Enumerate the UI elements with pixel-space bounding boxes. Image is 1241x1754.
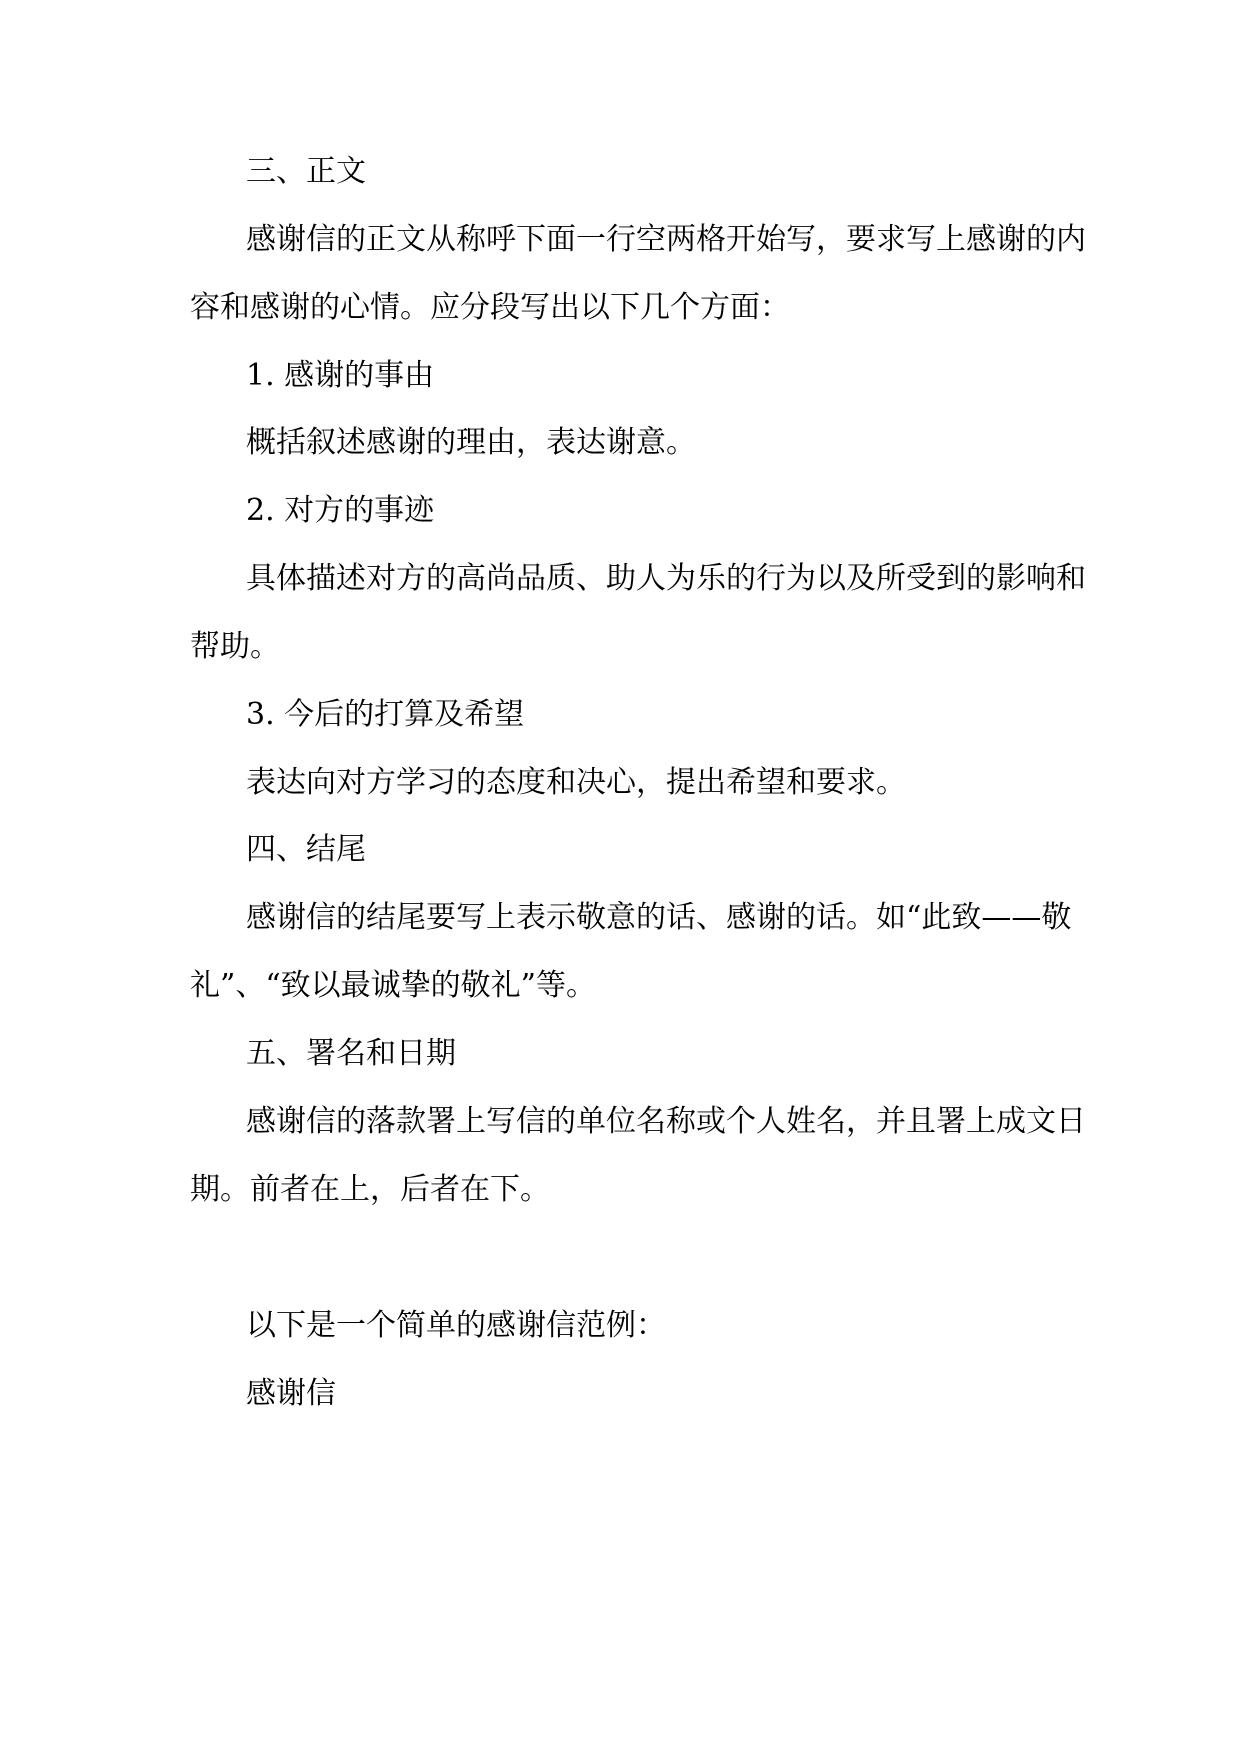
paragraph-closing-line-1: 感谢信的结尾要写上表示敬意的话、感谢的话。如“此致——敬 bbox=[246, 900, 1072, 935]
paragraph-closing-line-2: 礼”、“致以最诚挚的敬礼”等。 bbox=[190, 968, 597, 1003]
paragraph-body-intro-line-2: 容和感谢的心情。应分段写出以下几个方面： bbox=[190, 290, 790, 325]
paragraph-example-intro: 以下是一个简单的感谢信范例： bbox=[246, 1308, 666, 1343]
example-letter-title: 感谢信 bbox=[246, 1376, 336, 1411]
list-item-heading-deeds: 2. 对方的事迹 bbox=[246, 493, 435, 528]
section-heading-body: 三、正文 bbox=[246, 154, 366, 189]
list-item-heading-reason: 1. 感谢的事由 bbox=[246, 358, 435, 393]
paragraph-deeds-line-2: 帮助。 bbox=[190, 629, 280, 664]
paragraph-signature-line-1: 感谢信的落款署上写信的单位名称或个人姓名，并且署上成文日 bbox=[246, 1104, 1086, 1139]
paragraph-reason: 概括叙述感谢的理由，表达谢意。 bbox=[246, 425, 696, 460]
section-heading-signature-date: 五、署名和日期 bbox=[246, 1036, 456, 1071]
paragraph-signature-line-2: 期。前者在上，后者在下。 bbox=[190, 1172, 550, 1207]
section-heading-closing: 四、结尾 bbox=[246, 832, 366, 867]
paragraph-body-intro-line-1: 感谢信的正文从称呼下面一行空两格开始写，要求写上感谢的内 bbox=[246, 222, 1086, 257]
paragraph-plans: 表达向对方学习的态度和决心，提出希望和要求。 bbox=[246, 765, 906, 800]
list-item-heading-plans: 3. 今后的打算及希望 bbox=[246, 697, 525, 732]
paragraph-deeds-line-1: 具体描述对方的高尚品质、助人为乐的行为以及所受到的影响和 bbox=[246, 561, 1086, 596]
